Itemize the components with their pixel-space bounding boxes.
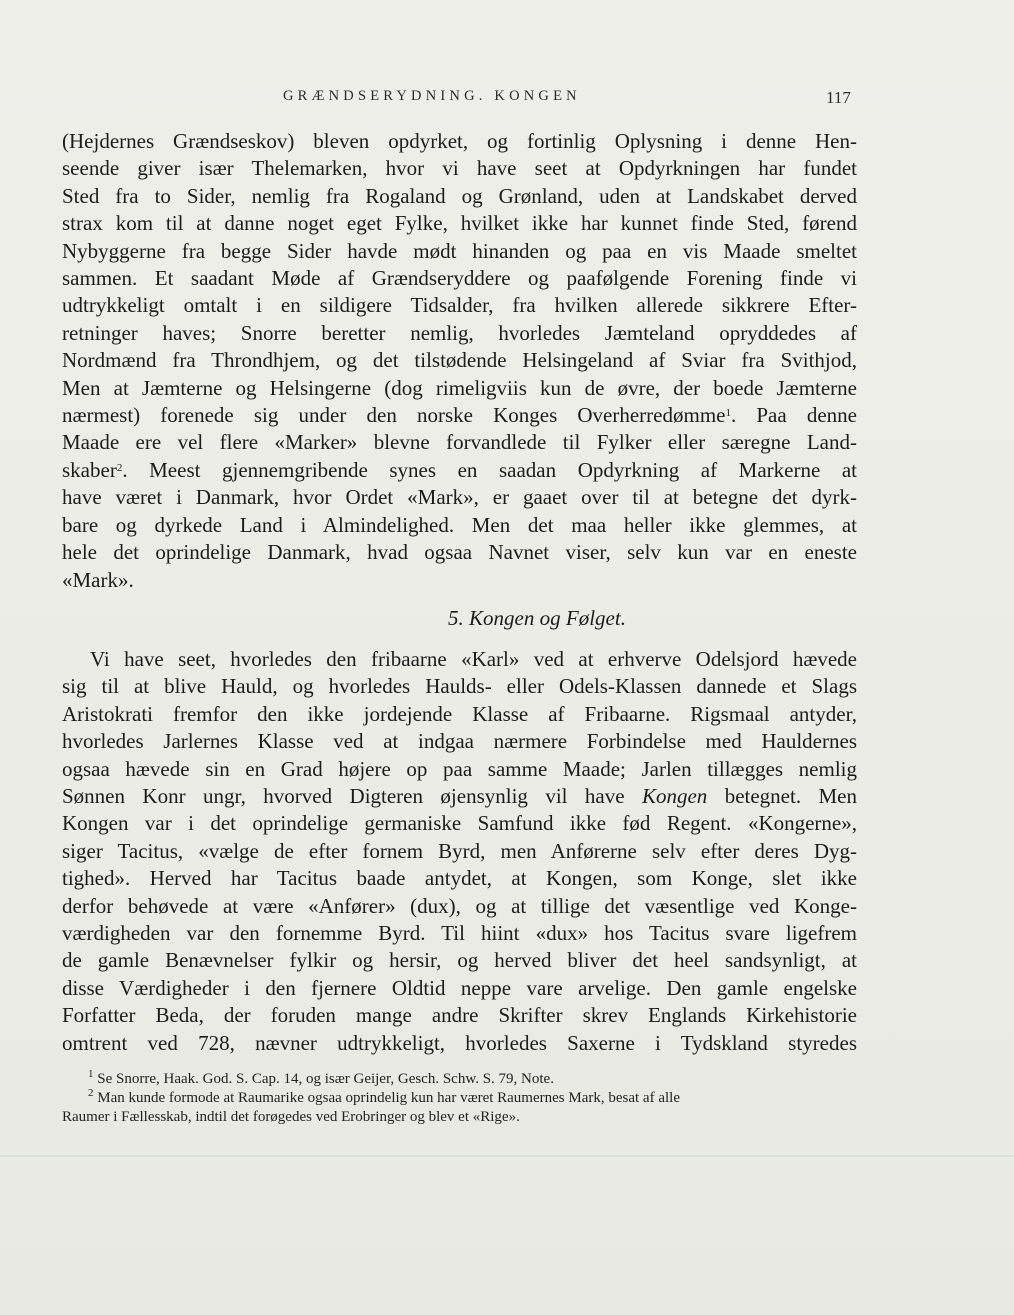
page-number: 117 (826, 88, 851, 107)
text-line: de gamle Benævnelser fylkir og hersir, og herved bliver det heel sandsynligt, at (62, 948, 857, 973)
text-fragment: Sønnen Konr ungr, hvorved Digteren øjensynlig vil have (62, 784, 642, 809)
text-line: Kongen var i det oprindelige germaniske Samfund ikke fød Regent. «Kongerne», (62, 811, 857, 836)
italic-term: Kongen (641, 784, 708, 809)
text-fragment: . Paa denne (730, 403, 857, 428)
footnote-1 (62, 1070, 862, 1089)
footnote-marker: 1 (88, 1068, 94, 1080)
text-line: bare og dyrkede Land i Almindelighed. Men det maa heller ikke glemmes, at (62, 512, 857, 537)
footnote-2-continuation: Raumer i Fællesskab, indtil det forøgedes ved Erobringer og blev et «Rige». (62, 1109, 520, 1125)
text-line-with-italic (62, 783, 857, 810)
text-line: strax kom til at danne noget eget Fylke, hvilket ikke har kunnet finde Sted, førend (62, 211, 857, 236)
text-line: tighed». Herved har Tacitus baade antydet, at Kongen, som Konge, slet ikke (62, 866, 857, 891)
text-line: sig til at blive Hauld, og hvorledes Haulds- eller Odels-Klassen dannede et Slags (62, 674, 857, 699)
text-line: ogsaa hævede sin en Grad højere op paa samme Maade; Jarlen tillægges nemlig (62, 756, 857, 781)
text-line: siger Tacitus, «vælge de efter fornem Byrd, men Anførerne selv efter deres Dyg- (62, 838, 857, 863)
text-line: hvorledes Jarlernes Klasse ved at indgaa nærmere Forbindelse med Hauldernes (62, 729, 857, 754)
text-line: omtrent ved 728, nævner udtrykkeligt, hvorledes Saxerne i Tydskland styredes (62, 1030, 857, 1055)
page-fold-line (0, 1155, 1014, 1157)
footnotes (62, 1070, 862, 1127)
text-line: «Mark». (62, 567, 134, 592)
footnote-2 (62, 1089, 862, 1108)
text-line: værdigheden var den fornemme Byrd. Til hiint «dux» hos Tacitus svare ligefrem (62, 921, 857, 946)
text-line: have været i Danmark, hvor Ordet «Mark», er gaaet over til at betegne det dyrk- (62, 485, 857, 510)
text-line: (Hejdernes Grændseskov) bleven opdyrket, og fortinlig Oplysning i denne Hen- (62, 129, 857, 153)
text-line-with-footnote (62, 402, 857, 429)
footnote-ref-1[interactable]: 1 (725, 407, 731, 420)
text-line: Nordmænd fra Throndhjem, og det tilstødende Helsingeland af Sviar fra Svithjod, (62, 348, 857, 373)
text-line: Vi have seet, hvorledes den fribaarne «Karl» ved at erhverve Odelsjord hævede (90, 647, 857, 671)
section-heading: 5. Kongen og Følget. (448, 606, 626, 630)
text-fragment: nærmest) forenede sig under den norske Konges Overherredømme (62, 403, 726, 428)
text-fragment: skaber (62, 457, 117, 482)
text-fragment: . Meest gjennemgribende synes en saadan Opdyrkning af Markerne at (122, 457, 857, 482)
text-line: Maade ere vel flere «Marker» blevne forvandlede til Fylker eller særegne Land- (62, 430, 857, 455)
text-line: Forfatter Beda, der foruden mange andre Skrifter skrev Englands Kirkehistorie (62, 1003, 857, 1028)
text-line: hele det oprindelige Danmark, hvad ogsaa Navnet viser, selv kun var en eneste (62, 540, 857, 565)
running-head: GRÆNDSERYDNING. KONGEN (283, 88, 581, 104)
paragraph-1 (62, 128, 857, 594)
paragraph-2 (62, 646, 857, 1057)
text-line: Men at Jæmterne og Helsingerne (dog rimeligviis kun de øvre, der boede Jæmterne (62, 375, 857, 400)
text-fragment: betegnet. Men (707, 784, 857, 809)
text-line: retninger haves; Snorre beretter nemlig, hvorledes Jæmteland opryddedes af (62, 320, 857, 345)
footnote-ref-2[interactable]: 2 (116, 461, 123, 474)
text-line: udtrykkeligt omtalt i en sildigere Tidsalder, fra hvilken allerede sikkrere Efter- (62, 293, 857, 318)
footnote-marker: 2 (88, 1087, 94, 1099)
footnote-text: Se Snorre, Haak. God. S. Cap. 14, og især Geijer, Gesch. Schw. S. 79, Note. (97, 1071, 554, 1087)
text-line: sammen. Et saadant Møde af Grændseryddere og paafølgende Forening finde vi (62, 266, 857, 291)
text-line: Aristokrati fremfor den ikke jordejende Klasse af Fribaarne. Rigsmaal antyder, (62, 701, 857, 726)
text-line-with-footnote (62, 457, 857, 484)
text-line: Nybyggerne fra begge Sider havde mødt hinanden og paa en vis Maade smeltet (62, 238, 857, 263)
text-line: derfor behøvede at være «Anfører» (dux), og at tillige det væsentlige ved Konge- (62, 893, 857, 918)
text-line: seende giver især Thelemarken, hvor vi have seet at Opdyrkningen har fundet (62, 156, 857, 181)
text-line: Sted fra to Sider, nemlig fra Rogaland og Grønland, uden at Landskabet derved (62, 183, 857, 208)
footnote-text: Man kunde formode at Raumarike ogsaa oprindelig kun har været Raumernes Mark, besat af alle (97, 1090, 680, 1106)
text-line: disse Værdigheder i den fjernere Oldtid neppe vare arvelige. Den gamle engelske (62, 975, 857, 1000)
